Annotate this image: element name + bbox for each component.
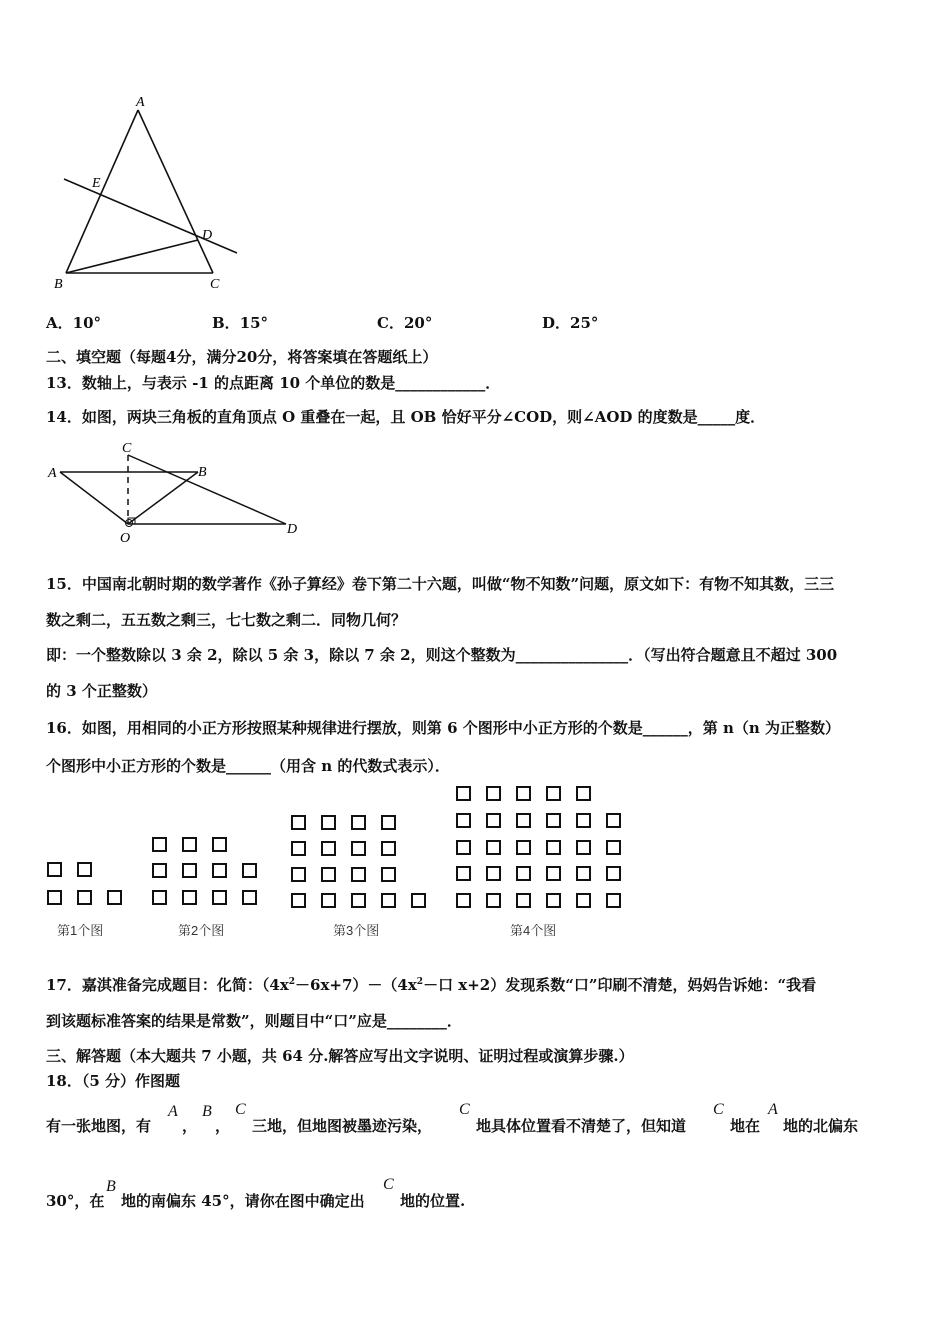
point-c-label: C [459, 1101, 470, 1118]
triangle-figure-1 [40, 90, 260, 300]
text-segment: ， [215, 1117, 231, 1135]
square [546, 866, 561, 881]
square [456, 786, 471, 801]
caption-figure-3: 第3个图 [333, 923, 380, 938]
label-c: C [210, 277, 220, 292]
text-segment: 地的南偏东 45°，请你在图中确定出 [121, 1192, 365, 1210]
square [516, 840, 531, 855]
label-d: D [287, 522, 298, 537]
square [381, 815, 396, 830]
square [291, 867, 306, 882]
square [291, 841, 306, 856]
square [576, 893, 591, 908]
square [456, 840, 471, 855]
square [351, 841, 366, 856]
square [516, 893, 531, 908]
square [182, 837, 197, 852]
side-ac [138, 110, 213, 273]
point-c-label: C [713, 1101, 724, 1118]
square [152, 837, 167, 852]
label-c: C [122, 441, 132, 456]
question-13: 13．数轴上，与表示 -1 的点距离 10 个单位的数是____________． [46, 374, 501, 392]
label-b: B [198, 465, 207, 480]
square [381, 841, 396, 856]
square [546, 813, 561, 828]
text-segment: 地具体位置看不清楚了，但知道 [476, 1117, 687, 1135]
square [351, 893, 366, 908]
option-d[interactable]: D．25° [542, 314, 599, 332]
question-17-line-2: 到该题标准答案的结果是常数”，则题目中“口”应是________． [46, 1012, 462, 1030]
question-17-line-1: 17．嘉淇准备完成题目：化简：$(4x^2-6x+7)-(4x^2-$口 x+2）发现系数“口”印刷不清楚，妈妈告诉她：“我看 [46, 976, 817, 994]
point-b-label: B [106, 1178, 116, 1195]
label-b: B [54, 277, 63, 292]
square [321, 867, 336, 882]
question-15-line-4: 的 3 个正整数） [46, 682, 157, 700]
text-segment: 有一张地图，有 [46, 1117, 152, 1135]
question-14: 14．如图，两块三角板的直角顶点 O 重叠在一起，且 OB 恰好平分∠COD，则∠AOD 的度数是_____度． [46, 408, 766, 426]
square [107, 890, 122, 905]
question-16-line-2: 个图形中小正方形的个数是______（用含 n 的代数式表示）． [46, 757, 450, 775]
caption-figure-1: 第1个图 [57, 923, 104, 938]
square [351, 815, 366, 830]
square [516, 786, 531, 801]
square [456, 866, 471, 881]
label-a: A [136, 95, 145, 110]
square [486, 786, 501, 801]
square [576, 813, 591, 828]
square [152, 890, 167, 905]
text-segment: 三地，但地图被墨迹污染， [252, 1117, 433, 1135]
square [381, 893, 396, 908]
square [486, 866, 501, 881]
line-bo [128, 472, 198, 524]
square [47, 862, 62, 877]
square [291, 893, 306, 908]
square [212, 837, 227, 852]
square [486, 813, 501, 828]
square [182, 890, 197, 905]
segment-bd [66, 240, 198, 273]
label-a: A [48, 466, 57, 481]
square [606, 813, 621, 828]
text-segment: 地在 [730, 1117, 761, 1135]
option-b[interactable]: B．15° [212, 314, 269, 332]
line-cd [128, 455, 286, 524]
caption-figure-4: 第4个图 [510, 923, 557, 938]
square [381, 867, 396, 882]
label-o: O [120, 531, 131, 546]
square [546, 840, 561, 855]
side-ab [66, 110, 138, 273]
square [546, 893, 561, 908]
square [291, 815, 306, 830]
square [182, 863, 197, 878]
point-a-label: A [168, 1103, 178, 1120]
option-a[interactable]: A．10° [46, 314, 102, 332]
square [606, 866, 621, 881]
text-segment: 30°，在 [46, 1192, 105, 1210]
square [516, 866, 531, 881]
square [212, 863, 227, 878]
square [516, 813, 531, 828]
square [212, 890, 227, 905]
square [242, 863, 257, 878]
square [321, 841, 336, 856]
question-15-line-2: 数之剩二，五五数之剩三，七七数之剩二．同物几何？ [46, 611, 407, 629]
square [321, 893, 336, 908]
caption-figure-2: 第2个图 [178, 923, 225, 938]
text-segment: 地的位置. [400, 1192, 466, 1210]
question-16-line-1: 16．如图，用相同的小正方形按照某种规律进行摆放，则第 6 个图形中小正方形的个数是______，第 n（n 为正整数） [46, 719, 841, 737]
square [576, 786, 591, 801]
square [351, 867, 366, 882]
option-c[interactable]: C．20° [377, 314, 433, 332]
square [242, 890, 257, 905]
question-18-title: 18．（5 分）作图题 [46, 1072, 181, 1090]
question-15-line-1: 15．中国南北朝时期的数学著作《孙子算经》卷下第二十六题，叫做“物不知数”问题，原文如下：有物不知其数，三三 [46, 575, 835, 593]
set-squares-figure [40, 438, 320, 550]
text-segment: 地的北偏东 [783, 1117, 859, 1135]
square [77, 890, 92, 905]
square [456, 893, 471, 908]
square [606, 893, 621, 908]
text-segment: ， [182, 1117, 198, 1135]
square [456, 813, 471, 828]
square [486, 840, 501, 855]
section-2-title: 二、填空题（每题4分，满分20分，将答案填在答题纸上） [46, 348, 438, 366]
square [152, 863, 167, 878]
point-c-label: C [383, 1176, 394, 1193]
square [576, 840, 591, 855]
square [606, 840, 621, 855]
question-15-line-3: 即：一个整数除以 3 余 2，除以 5 余 3，除以 7 余 2，则这个整数为_______________．（写出符合题意且不超过 300 [46, 646, 838, 664]
square [411, 893, 426, 908]
square [546, 786, 561, 801]
square [576, 866, 591, 881]
square [47, 890, 62, 905]
point-b-label: B [202, 1103, 212, 1120]
point-c-label: C [235, 1101, 246, 1118]
point-a-label: A [768, 1101, 778, 1118]
section-3-title: 三、解答题（本大题共 7 小题，共 64 分.解答应写出文字说明、证明过程或演算步骤.） [46, 1047, 634, 1065]
square [77, 862, 92, 877]
line-ao [60, 472, 128, 524]
square [486, 893, 501, 908]
label-e: E [92, 176, 101, 191]
square [321, 815, 336, 830]
label-d: D [202, 228, 213, 243]
